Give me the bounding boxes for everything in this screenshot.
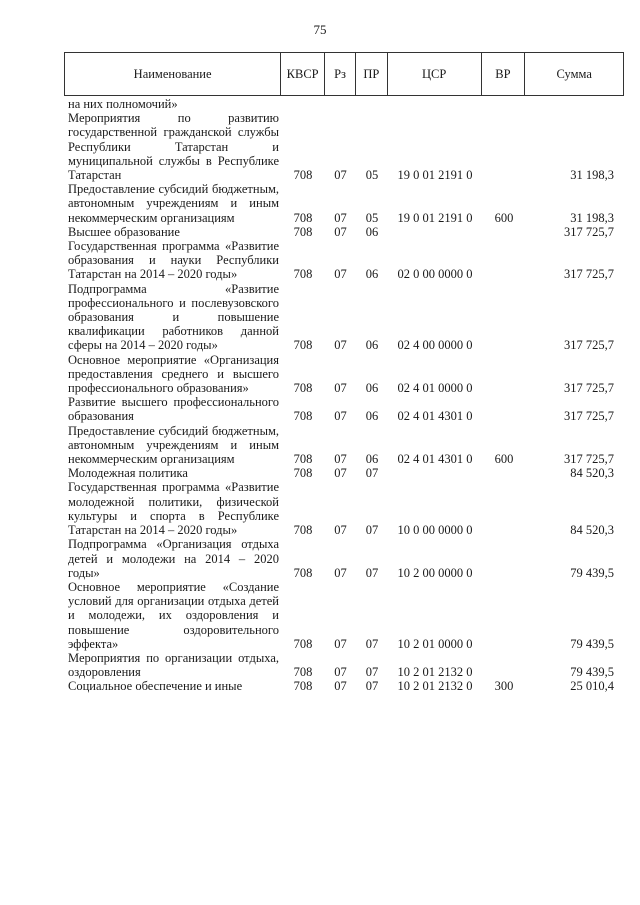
cell-rz: 07: [334, 523, 347, 538]
cell-kvsr: 708: [293, 452, 313, 467]
cell-rz: 07: [334, 466, 347, 481]
cell-rz: 07: [334, 210, 347, 225]
cell-name: Подпрограмма «Организация отдыха детей и молодежи на 2014 – 2020 годы»: [68, 537, 279, 580]
cell-csr: 10 2 01 2132 0: [397, 665, 473, 680]
cell-sum: 79 439,5: [570, 565, 614, 580]
cell-csr: 10 2 00 0000 0: [397, 565, 473, 580]
cell-pr: 07: [365, 665, 379, 680]
cell-vr: 300: [494, 679, 514, 694]
cell-kvsr: 708: [293, 168, 313, 183]
cell-csr: 19 0 01 2191 0: [397, 210, 473, 225]
cell-name: Мероприятия по организации отдыха, оздоровления: [68, 650, 279, 680]
cell-name: Основное мероприятие «Организация предоставления среднего и высшего профессионального образования»: [68, 352, 279, 396]
header-kvsr: КВСР: [281, 53, 325, 95]
table-row: [64, 480, 624, 537]
table-body: [64, 97, 624, 694]
cell-pr: 07: [365, 636, 379, 651]
header-name: Наименование: [65, 53, 281, 95]
cell-csr: 02 4 01 4301 0: [397, 452, 473, 467]
cell-rz: 07: [334, 565, 347, 580]
table-row: [64, 239, 624, 282]
cell-pr: 06: [365, 452, 379, 467]
cell-pr: 07: [365, 679, 379, 694]
cell-pr: 07: [365, 466, 379, 481]
cell-kvsr: 708: [293, 466, 313, 481]
cell-rz: 07: [334, 452, 347, 467]
cell-kvsr: 708: [293, 381, 313, 396]
cell-pr: 06: [365, 267, 379, 282]
cell-csr: 19 0 01 2191 0: [397, 168, 473, 183]
header-sum: Сумма: [556, 66, 592, 81]
cell-rz: 07: [334, 168, 347, 183]
table-row: [64, 97, 624, 111]
cell-rz: 07: [334, 381, 347, 396]
cell-name: Государственная программа «Развитие молодежной политики, физической культуры и спорта в Республике Татарстан на 2014 – 2020 годы»: [68, 480, 279, 538]
table-row: [64, 580, 624, 651]
cell-sum: 317 725,7: [564, 381, 614, 396]
cell-pr: 06: [365, 409, 379, 424]
table-row: [64, 111, 624, 182]
cell-kvsr: 708: [293, 523, 313, 538]
cell-rz: 07: [334, 409, 347, 424]
page-number: 75: [313, 22, 327, 37]
table-row: [64, 466, 624, 480]
table-row: [64, 395, 624, 423]
cell-pr: 07: [365, 523, 379, 538]
header-vr: ВР: [482, 53, 526, 95]
cell-pr: 05: [365, 168, 379, 183]
table-row: [64, 353, 624, 396]
cell-name: Предоставление субсидий бюджетным, автономным учреждениям и иным некоммерческим организациям: [68, 423, 279, 467]
cell-csr: 02 0 00 0000 0: [397, 267, 473, 282]
table-row: [64, 651, 624, 679]
cell-sum: 31 198,3: [570, 210, 614, 225]
cell-sum: 317 725,7: [564, 409, 614, 424]
cell-name: Высшее образование: [68, 224, 180, 239]
table-row: [64, 424, 624, 467]
table-row: [64, 225, 624, 239]
table-row: [64, 537, 624, 580]
cell-rz: 07: [334, 665, 347, 680]
cell-csr: 02 4 01 4301 0: [397, 409, 473, 424]
cell-sum: 84 520,3: [570, 523, 614, 538]
cell-kvsr: 708: [293, 409, 313, 424]
cell-sum: 79 439,5: [570, 636, 614, 651]
cell-sum: 79 439,5: [570, 665, 614, 680]
cell-name: на них полномочий»: [68, 97, 178, 111]
cell-kvsr: 708: [293, 565, 313, 580]
cell-sum: 84 520,3: [570, 466, 614, 481]
cell-csr: 02 4 01 0000 0: [397, 381, 473, 396]
cell-kvsr: 708: [293, 338, 313, 353]
cell-pr: 06: [365, 381, 379, 396]
cell-csr: 10 2 01 2132 0: [397, 679, 473, 694]
cell-name: Государственная программа «Развитие образования и науки Республики Татарстан на 2014 – 2020 годы»: [68, 239, 279, 282]
cell-rz: 07: [334, 224, 347, 239]
cell-pr: 06: [365, 338, 379, 353]
table-row: [64, 282, 624, 353]
cell-vr: 600: [494, 452, 514, 467]
cell-name: Подпрограмма «Развитие профессионального и послевузовского образования и повышение квалификации работников данной сферы на 2014 – 2020 годы»: [68, 281, 279, 353]
cell-sum: 317 725,7: [564, 267, 614, 282]
cell-name: Предоставление субсидий бюджетным, автономным учреждениям и иным некоммерческим организациям: [68, 182, 279, 225]
cell-name: Основное мероприятие «Создание условий для организации отдыха детей и молодежи, их оздоровления и повышение оздоровительного эффекта»: [68, 579, 279, 651]
cell-sum: 31 198,3: [570, 168, 614, 183]
cell-sum: 317 725,7: [564, 338, 614, 353]
header-csr: ЦСР: [388, 53, 482, 95]
table-row: [64, 182, 624, 225]
cell-rz: 07: [334, 338, 347, 353]
cell-name: Развитие высшего профессионального образования: [68, 395, 279, 424]
cell-sum: 25 010,4: [570, 679, 614, 694]
cell-vr: 600: [494, 210, 514, 225]
cell-pr: 06: [365, 224, 379, 239]
cell-name: Мероприятия по развитию государственной гражданской службы Республики Татарстан и муниципальной службы в Республике Татарстан: [68, 111, 279, 183]
cell-rz: 07: [334, 679, 347, 694]
header-pr: ПР: [356, 53, 388, 95]
cell-csr: 10 2 01 0000 0: [397, 636, 473, 651]
cell-csr: 02 4 00 0000 0: [397, 338, 473, 353]
cell-kvsr: 708: [293, 267, 313, 282]
cell-sum: 317 725,7: [564, 224, 614, 239]
cell-kvsr: 708: [293, 210, 313, 225]
cell-pr: 07: [365, 565, 379, 580]
cell-kvsr: 708: [293, 679, 313, 694]
cell-rz: 07: [334, 267, 347, 282]
cell-csr: 10 0 00 0000 0: [397, 523, 473, 538]
cell-kvsr: 708: [293, 665, 313, 680]
cell-kvsr: 708: [293, 224, 313, 239]
cell-kvsr: 708: [293, 636, 313, 651]
cell-pr: 05: [365, 210, 379, 225]
cell-rz: 07: [334, 636, 347, 651]
table-header: [64, 52, 624, 96]
cell-name: Социальное обеспечение и иные: [68, 679, 243, 694]
table-row: [64, 679, 624, 693]
cell-sum: 317 725,7: [564, 452, 614, 467]
header-rz: Рз: [325, 53, 356, 95]
cell-name: Молодежная политика: [68, 466, 188, 481]
